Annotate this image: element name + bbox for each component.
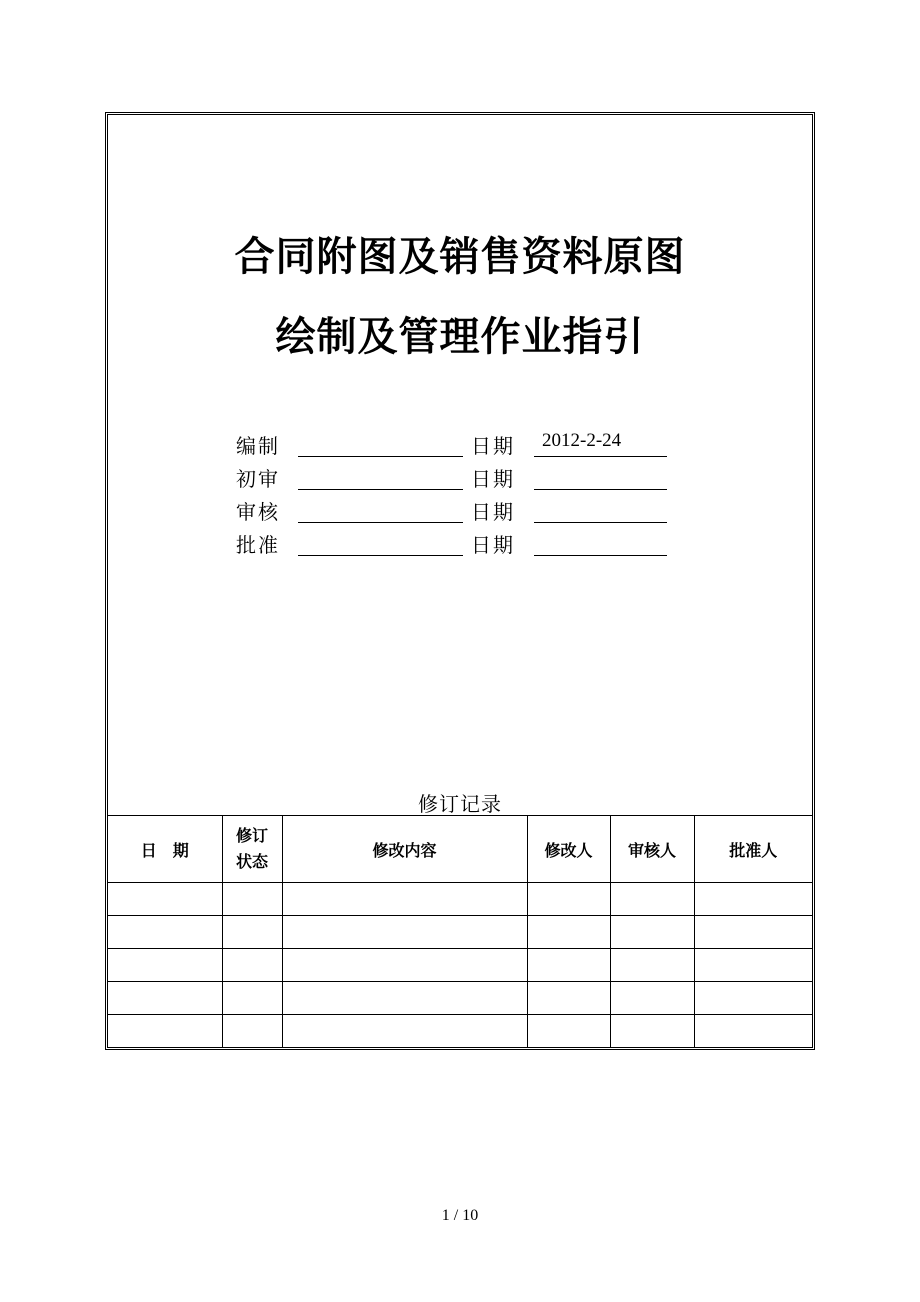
date-label: 日期 <box>471 533 515 557</box>
page-number: 1 / 10 <box>441 1207 479 1224</box>
table-row <box>108 883 812 916</box>
table-cell[interactable] <box>282 916 527 949</box>
table-cell[interactable] <box>610 982 694 1015</box>
table-cell[interactable] <box>282 982 527 1015</box>
table-cell[interactable] <box>694 949 812 982</box>
date-value[interactable] <box>534 463 667 490</box>
table-cell[interactable] <box>282 1015 527 1048</box>
document-frame <box>105 112 815 1050</box>
table-cell[interactable] <box>222 883 282 916</box>
table-cell[interactable] <box>610 883 694 916</box>
table-cell[interactable] <box>527 883 610 916</box>
date-value[interactable]: 2012-2-24 <box>534 430 667 457</box>
header-revision-status <box>222 816 282 883</box>
signoff-row-review <box>108 494 812 527</box>
table-cell[interactable] <box>108 949 222 982</box>
table-cell[interactable] <box>108 982 222 1015</box>
table-cell[interactable] <box>527 949 610 982</box>
table-cell[interactable] <box>527 982 610 1015</box>
table-cell[interactable] <box>222 1015 282 1048</box>
signoff-label: 编制 <box>236 434 280 458</box>
date-label: 日期 <box>471 434 515 458</box>
table-row <box>108 982 812 1015</box>
signoff-label: 审核 <box>236 500 280 524</box>
table-cell[interactable] <box>222 949 282 982</box>
signature-line[interactable] <box>298 522 463 523</box>
table-cell[interactable] <box>282 949 527 982</box>
date-value[interactable] <box>534 529 667 556</box>
table-cell[interactable] <box>694 982 812 1015</box>
table-header-row <box>108 816 812 883</box>
date-label: 日期 <box>471 500 515 524</box>
header-date: 日 期 <box>108 816 222 883</box>
table-cell[interactable] <box>108 1015 222 1048</box>
table-cell[interactable] <box>694 883 812 916</box>
table-cell[interactable] <box>610 1015 694 1048</box>
table-cell[interactable] <box>222 982 282 1015</box>
table-cell[interactable] <box>694 916 812 949</box>
signoff-row-approval <box>108 527 812 560</box>
header-editor: 修改人 <box>527 816 610 883</box>
signature-line[interactable] <box>298 555 463 556</box>
document-title-line-1: 合同附图及销售资料原图 <box>234 234 686 280</box>
table-cell[interactable] <box>282 883 527 916</box>
date-label: 日期 <box>471 467 515 491</box>
table-cell[interactable] <box>527 1015 610 1048</box>
header-status-line-2: 状态 <box>235 852 268 871</box>
table-cell[interactable] <box>527 916 610 949</box>
header-content: 修改内容 <box>282 816 527 883</box>
revision-record-title: 修订记录 <box>418 792 502 816</box>
header-approver: 批准人 <box>694 816 812 883</box>
table-cell[interactable] <box>108 883 222 916</box>
header-status-line-1: 修订 <box>235 826 268 845</box>
signoff-label: 初审 <box>236 467 280 491</box>
table-cell[interactable] <box>610 949 694 982</box>
table-cell[interactable] <box>694 1015 812 1048</box>
table-row <box>108 949 812 982</box>
signature-line[interactable] <box>298 489 463 490</box>
table-cell[interactable] <box>222 916 282 949</box>
signoff-label: 批准 <box>236 533 280 557</box>
signoff-row-initial-review <box>108 461 812 494</box>
table-row <box>108 916 812 949</box>
signature-line[interactable] <box>298 456 463 457</box>
header-reviewer: 审核人 <box>610 816 694 883</box>
table-row <box>108 1015 812 1048</box>
signoff-row-compiled <box>108 428 812 461</box>
document-title-line-2: 绘制及管理作业指引 <box>275 314 645 360</box>
revision-record-table <box>108 815 812 1047</box>
date-value[interactable] <box>534 496 667 523</box>
table-cell[interactable] <box>108 916 222 949</box>
table-cell[interactable] <box>610 916 694 949</box>
